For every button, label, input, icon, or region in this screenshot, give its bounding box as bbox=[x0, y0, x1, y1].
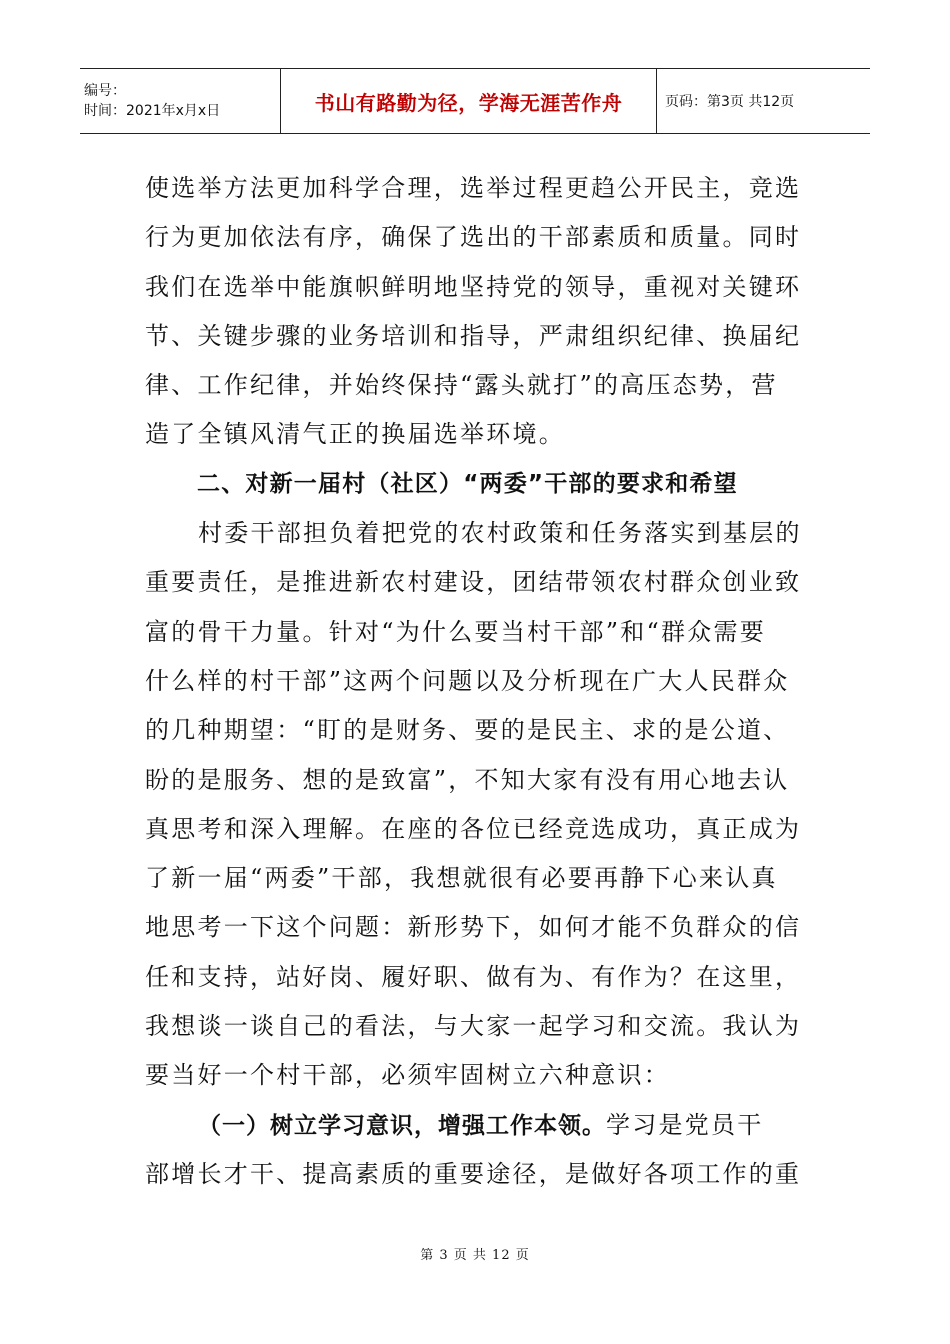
text-line: 我们在选举中能旗帜鲜明地坚持党的领导，重视对关键环 bbox=[145, 272, 802, 301]
text-line: 了新一届“两委”干部，我想就很有必要再静下心来认真 bbox=[145, 864, 778, 893]
header-page-label: 页码：第3页 共12页 bbox=[665, 94, 795, 110]
text-line: 任和支持，站好岗、履好职、做有为、有作为？在这里， bbox=[145, 962, 802, 991]
text-line: 使选举方法更加科学合理，选举过程更趋公开民主，竞选 bbox=[145, 174, 802, 202]
text-line: 律、工作纪律，并始终保持“露头就打”的高压态势，营 bbox=[145, 371, 778, 400]
subheading-rest: 学习是党员干 bbox=[606, 1110, 764, 1139]
document-number-label: 编号： bbox=[84, 83, 126, 99]
text-line: 什么样的村干部”这两个问题以及分析现在广大人民群众 bbox=[145, 666, 790, 695]
page-footer: 第 3 页 共 12 页 bbox=[420, 1248, 530, 1263]
header-page-cell bbox=[657, 69, 870, 133]
text-line: 部增长才干、提高素质的重要途径，是做好各项工作的重 bbox=[145, 1159, 802, 1188]
subheading-line bbox=[145, 1101, 810, 1150]
text-line: 的几种期望：“盯的是财务、要的是民主、求的是公道、 bbox=[145, 716, 790, 745]
text-line: 行为更加依法有序，确保了选出的干部素质和质量。同时 bbox=[145, 223, 802, 252]
section-heading: 二、对新一届村（社区）“两委”干部的要求和希望 bbox=[197, 470, 738, 497]
text-line: 真思考和深入理解。在座的各位已经竞选成功，真正成为 bbox=[145, 814, 802, 843]
document-body bbox=[145, 164, 810, 1199]
text-line: 重要责任，是推进新农村建设，团结带领农村群众创业致 bbox=[145, 568, 802, 597]
subheading-bold: （一）树立学习意识，增强工作本领。 bbox=[198, 1112, 606, 1139]
text-line: 要当好一个村干部，必须牢固树立六种意识： bbox=[145, 1061, 670, 1090]
document-time-label: 时间：2021年x月x日 bbox=[84, 103, 221, 119]
header-meta bbox=[80, 69, 280, 133]
text-line: 富的骨干力量。针对“为什么要当村干部”和“群众需要 bbox=[145, 617, 767, 646]
text-line: 节、关键步骤的业务培训和指导，严肃组织纪律、换届纪 bbox=[145, 321, 802, 350]
text-line: 村委干部担负着把党的农村政策和任务落实到基层的 bbox=[198, 519, 802, 548]
header-motto: 书山有路勤为径，学海无涯苦作舟 bbox=[314, 90, 623, 115]
text-line: 盼的是服务、想的是致富”，不知大家有没有用心地去认 bbox=[145, 765, 790, 794]
text-line: 地思考一下这个问题：新形势下，如何才能不负群众的信 bbox=[145, 913, 802, 942]
text-line: 我想谈一谈自己的看法，与大家一起学习和交流。我认为 bbox=[145, 1012, 802, 1041]
header-motto-cell bbox=[280, 69, 657, 133]
page-header bbox=[80, 68, 870, 134]
text-line: 造了全镇风清气正的换届选举环境。 bbox=[145, 420, 565, 449]
